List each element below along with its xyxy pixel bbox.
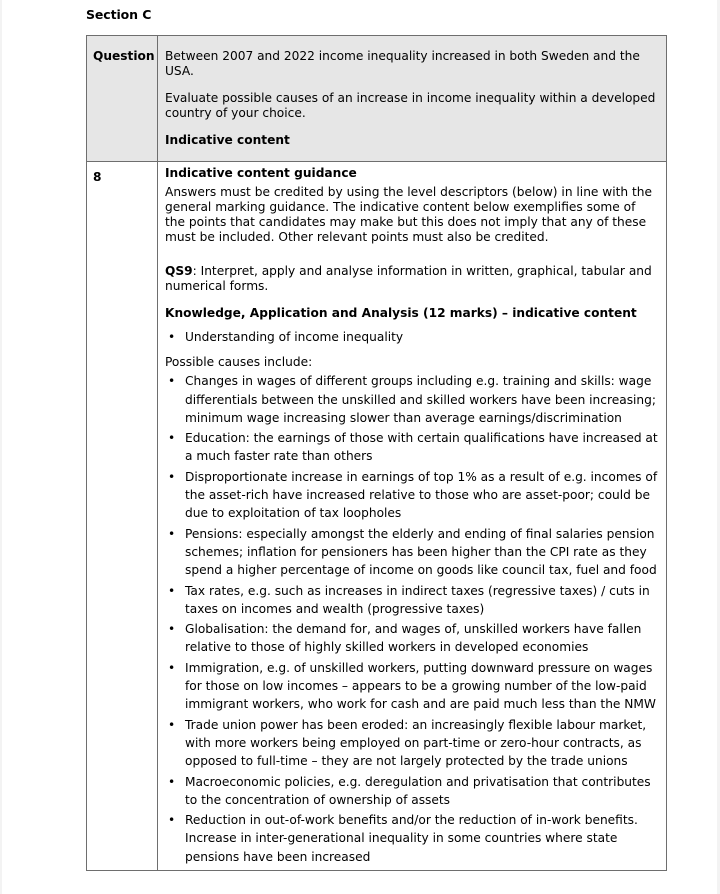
list-item [165,468,658,523]
list-item [165,582,658,619]
question-label: Question [87,36,158,162]
bullet-icon: • [168,374,176,389]
list-item-text: Reduction in out-of-work benefits and/or the reduction of in-work benefits. Increase in inter-generational inequality in some countries where state pensions have been increased [185,813,638,864]
list-item-text: Globalisation: the demand for, and wages of, unskilled workers have fallen relative to those of highly skilled workers in developed economies [185,622,642,655]
bullet-icon: • [168,469,176,484]
list-item-text: Immigration, e.g. of unskilled workers, putting downward pressure on wages for those on low incomes – appears to be a growing number of the low-paid immigrant workers, who work for cash and are paid much less than the NMW [185,660,656,712]
guidance-text: Answers must be credited by using the level descriptors (below) in line with the general marking guidance. The indicative content below exemplifies some of the points that candidates may make but this does not imply that any of these must be included. Other relevant points must also be credited. [165,185,653,244]
list-item [165,328,658,346]
page-edge-left [0,0,2,894]
list-item [165,716,658,771]
list-item-text: Trade union power has been eroded: an increasingly flexible labour market, with more workers being employed on part-time or zero-hour contracts, as opposed to full-time – they are not largely protected by the trade unions [185,717,647,769]
mark-scheme-table [86,35,667,871]
list-item [165,620,658,657]
list-item-text: Education: the earnings of those with certain qualifications have increased at a much faster rate than others [185,431,658,464]
list-item [165,811,658,866]
understanding-list [165,328,658,346]
bullet-icon: • [168,622,176,637]
list-item-text: Tax rates, e.g. such as increases in indirect taxes (regressive taxes) / cuts in taxes on incomes and wealth (progressive taxes) [185,583,650,616]
qs9-statement [165,264,658,294]
qs9-text: : Interpret, apply and analyse information in written, graphical, tabular and numerical forms. [165,264,652,293]
bullet-icon: • [168,660,176,675]
bullet-icon: • [168,526,176,541]
list-item [165,525,658,580]
question-cell [158,36,667,162]
list-item-text: Disproportionate increase in earnings of top 1% as a result of e.g. incomes of the asset-rich have increased relative to those who are asset-poor; could be due to exploitation of tax loopholes [185,469,658,521]
list-item [165,429,658,466]
list-item-text: Macroeconomic policies, e.g. deregulation and privatisation that contributes to the concentration of ownership of assets [185,774,651,807]
list-item [165,773,658,810]
section-title: Section C [86,7,152,22]
list-item [165,372,658,427]
bullet-icon: • [168,813,176,828]
answer-content-cell [158,162,667,871]
qs9-label: QS9 [165,264,193,278]
bullet-icon: • [168,431,176,446]
bullet-icon: • [168,583,176,598]
list-item-text: Understanding of income inequality [185,330,404,344]
answer-row [87,162,667,871]
question-prompt: Between 2007 and 2022 income inequality increased in both Sweden and the USA. [165,49,640,78]
causes-intro: Possible causes include: [165,355,313,370]
question-header-row [87,36,667,162]
list-item-text: Pensions: especially amongst the elderly and ending of final salaries pension schemes; inflation for pensioners has been higher than the CPI rate as they spend a higher percentage of income on goods like council tax, fuel and food [185,526,657,578]
question-task: Evaluate possible causes of an increase in income inequality within a developed country of your choice. [165,91,656,120]
bullet-icon: • [168,330,176,344]
list-item-text: Changes in wages of different groups including e.g. training and skills: wage differentials between the unskilled and skilled workers have been increasing; minimum wage increasing slower than average earnings/discrimination [185,374,656,425]
list-item [165,659,658,714]
bullet-icon: • [168,774,176,789]
indicative-content-heading: Indicative content [165,133,290,147]
bullet-icon: • [168,717,176,732]
question-number: 8 [87,162,158,871]
guidance-title: Indicative content guidance [165,166,357,180]
kaa-heading: Knowledge, Application and Analysis (12 marks) – indicative content [165,306,637,320]
causes-list [165,372,658,866]
